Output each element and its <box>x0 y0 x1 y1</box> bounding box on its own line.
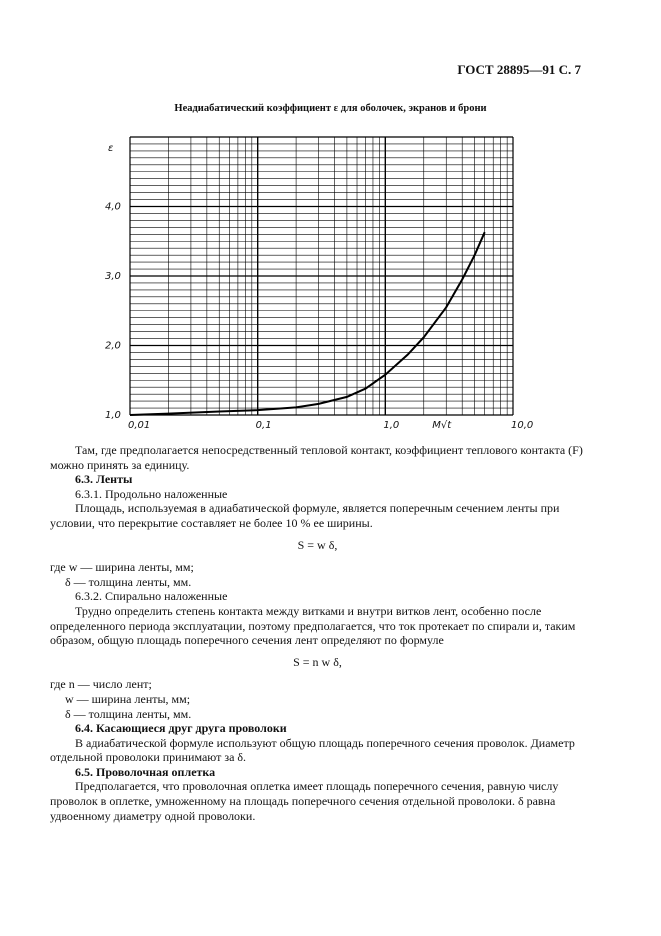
epsilon-chart <box>95 125 535 437</box>
paragraph-6-5: Предполагается, что проволочная оплетка имеет площадь поперечного сечения, равную числу проволок в оплетке, умноженному на площадь поперечного сечения отдельной проволоки. δ равна удвоенному диаметру одной проволоки. <box>50 779 559 823</box>
heading-6-3: 6.3. Ленты <box>75 472 133 487</box>
y-tick-label: 3,0 <box>105 271 121 282</box>
heading-6-3-1: 6.3.1. Продольно наложенные <box>75 486 228 501</box>
figure-caption: Неадиабатический коэффициент ε для оболочек, экранов и брони <box>174 103 487 114</box>
x-tick-label: 0,1 <box>255 420 272 431</box>
y-tick-label: 2,0 <box>105 340 121 352</box>
x-tick-label: 0,01 <box>128 420 151 431</box>
series-epsilon-line <box>130 232 485 415</box>
where-w-tape-width-2: w — ширина ленты, мм; <box>65 691 191 706</box>
where-delta-tape-thickness-2: δ — толщина ленты, мм. <box>65 706 192 721</box>
formula-spiral: S = n w δ, <box>293 654 342 669</box>
y-tick-label: 1,0 <box>105 410 121 421</box>
x-tick-label: 1,0 <box>383 420 400 431</box>
where-w-tape-width: где w — ширина ленты, мм; <box>50 560 194 575</box>
heading-6-3-2: 6.3.2. Спирально наложенные <box>75 589 228 604</box>
y-tick-label: 4,0 <box>105 201 121 213</box>
heading-6-4: 6.4. Касающиеся друг друга проволоки <box>75 721 287 736</box>
y-axis-label: ε <box>108 143 114 154</box>
where-n-tape-count: где n — число лент; <box>50 677 152 692</box>
chart-grid <box>130 137 513 415</box>
formula-longitudinal: S = w δ, <box>297 537 338 552</box>
chart-tick-labels <box>105 202 533 432</box>
paragraph-6-4: В адиабатической формуле используют общую площадь поперечного сечения проволок. Диаметр отдельной проволоки принимают за δ. <box>50 735 575 765</box>
document-code: ГОСТ 28895—91 С. 7 <box>457 62 581 77</box>
x-axis-label: M√t <box>432 420 452 431</box>
paragraph-6-3-2: Трудно определить степень контакта между витками и внутри витков лент, особенно после определенного периода эксплуатации, поэтому предполагается, что ток протекает по спирали и, таким образом, общую площадь поперечного сечения лент определяют по формуле <box>50 603 576 648</box>
document-body <box>50 443 585 823</box>
where-delta-tape-thickness: δ — толщина ленты, мм. <box>65 574 192 589</box>
heading-6-5: 6.5. Проволочная оплетка <box>75 764 216 779</box>
paragraph-6-3-1: Площадь, используемая в адиабатической формуле, является поперечным сечением ленты при условии, что перекрытие составляет не более 10 % ее ширины. <box>50 501 560 530</box>
paragraph-thermal-contact: Там, где предполагается непосредственный тепловой контакт, коэффициент теплового контакта (F) можно принять за единицу. <box>50 443 583 472</box>
x-tick-label: 10,0 <box>511 420 534 431</box>
